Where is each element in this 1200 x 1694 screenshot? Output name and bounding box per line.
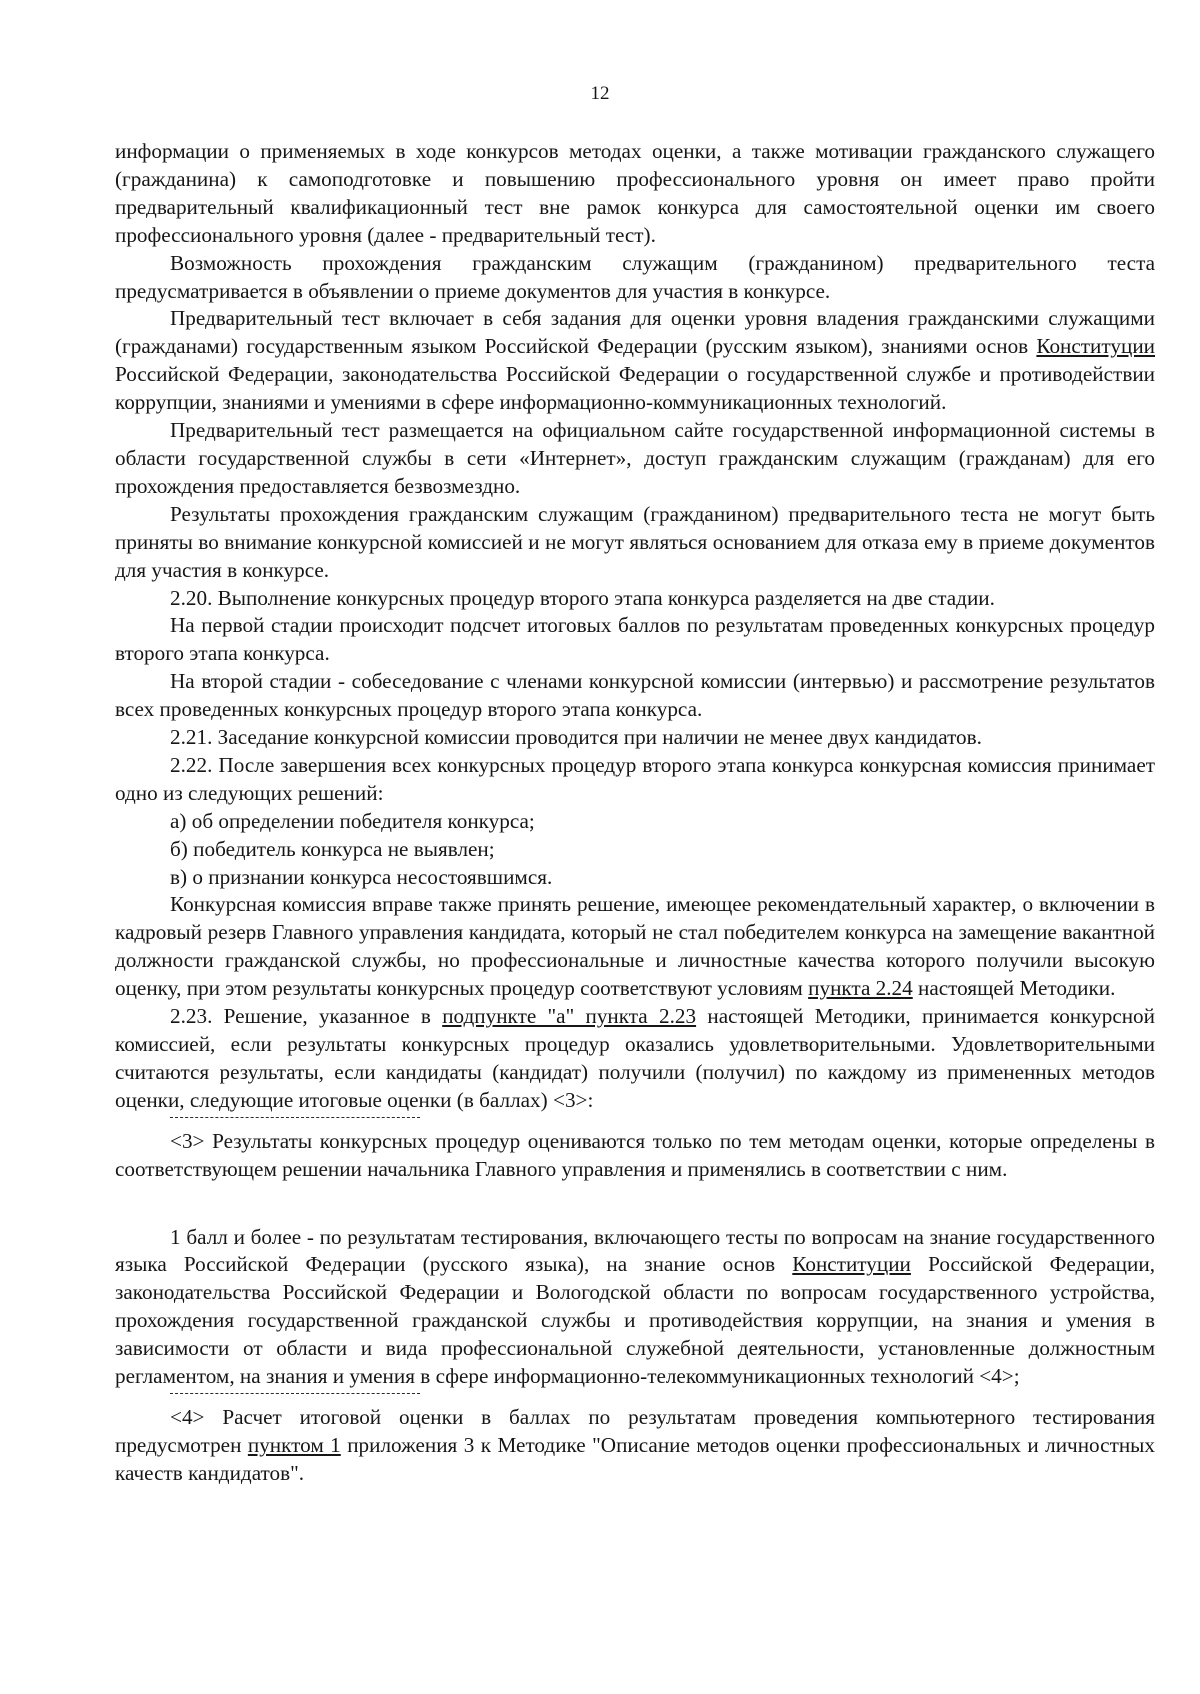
text-run: 1 балл и более - по результатам тестирования, включающего тесты по вопросам на знание государственного языка Российской Федерации (русского языка), на знание основ	[115, 1224, 1155, 1277]
footnote-4	[115, 1404, 1155, 1488]
subclause-a-2-23-link[interactable]: подпункте "а" пункта 2.23	[442, 1004, 697, 1029]
paragraph-preliminary-test-intro: информации о применяемых в ходе конкурсов методах оценки, а также мотивации гражданского служащего (гражданина) к самоподготовке и повышению профессионального уровня он имеет право пройти предварительный квалификационный тест вне рамок конкурса для самостоятельной оценки им своего профессионального уровня (далее - предварительный тест).	[115, 139, 1155, 247]
footnote-separator	[170, 1117, 420, 1118]
paragraph-2-20: 2.20. Выполнение конкурсных процедур второго этапа конкурса разделяется на две стадии.	[170, 585, 995, 610]
list-item: в) о признании конкурса несостоявшимся.	[170, 864, 553, 889]
paragraph-test-results: Результаты прохождения гражданским служащим (гражданином) предварительного теста не могут быть приняты во внимание конкурсной комиссией и не могут являться основанием для отказа ему в приеме документов для участия в конкурсе.	[115, 501, 1155, 582]
paragraph-second-stage: На второй стадии - собеседование с членами конкурсной комиссии (интервью) и рассмотрение результатов всех проведенных конкурсных процедур второго этапа конкурса.	[115, 669, 1155, 722]
text-run: <4> Расчет итоговой оценки в баллах по результатам проведения компьютерного тестирования предусмотрен	[115, 1404, 1155, 1457]
footnote-3: <3> Результаты конкурсных процедур оцениваются только по тем методам оценки, которые определены в соответствующем решении начальника Главного управления и применялись в соответствии с ним.	[115, 1128, 1155, 1181]
list-item: б) победитель конкурса не выявлен;	[170, 836, 495, 861]
text-run: Российской Федерации, законодательства Российской Федерации и Вологодской области по вопросам государственного устройства, прохождения государственной гражданской службы и противодействия коррупции, на знания и умения в зависимости от области и вида профессиональной служебной деятельности, установленные должностным регламентом, на знания и умения в сфере информационно-телекоммуникационных технологий <4>;	[115, 1252, 1155, 1389]
paragraph-2-21: 2.21. Заседание конкурсной комиссии проводится при наличии не менее двух кандидатов.	[170, 725, 982, 750]
paragraph-reserve-decision	[115, 891, 1155, 1003]
text-run: Предварительный тест включает в себя задания для оценки уровня владения гражданскими служащими (гражданами) государственным языком Российской Федерации (русским языком), знаниями основ	[115, 306, 1155, 359]
text-run: Российской Федерации, законодательства Российской Федерации о государственной службе и противодействии коррупции, знаниями и умениями в сфере информационно-коммуникационных технологий.	[115, 362, 1155, 415]
paragraph-2-23	[115, 1003, 1155, 1115]
footnote-separator	[170, 1393, 420, 1394]
paragraph-2-22: 2.22. После завершения всех конкурсных процедур второго этапа конкурса конкурсная комиссия принимает одно из следующих решений:	[115, 752, 1155, 805]
page-number: 12	[590, 83, 610, 104]
text-run: настоящей Методики.	[912, 976, 1116, 1001]
clause-2-24-link[interactable]: пункта 2.24	[808, 976, 913, 1001]
spacer	[115, 1184, 1155, 1224]
paragraph-test-placement: Предварительный тест размещается на официальном сайте государственной информационной системы в области государственной службы в сети «Интернет», доступ гражданским служащим (гражданам) для его прохождения предоставляется безвозмездно.	[115, 418, 1155, 498]
text-run: приложения 3 к Методике "Описание методов оценки профессиональных и личностных качеств кандидатов".	[115, 1432, 1156, 1485]
document-body	[115, 138, 1155, 1488]
list-item: а) об определении победителя конкурса;	[170, 808, 535, 833]
clause-1-link[interactable]: пунктом 1	[247, 1432, 341, 1457]
text-run: Конкурсная комиссия вправе также принять решение, имеющее рекомендательный характер, о включении в кадровый резерв Главного управления кандидата, который не стал победителем конкурса на замещение вакантной должности гражданской службы, но профессиональные и личностные качества которого получили высокую оценку, при этом результаты конкурсных процедур соответствуют условиям	[115, 892, 1155, 1001]
text-run: 2.23. Решение, указанное в	[170, 1004, 443, 1029]
paragraph-test-possibility: Возможность прохождения гражданским служащим (гражданином) предварительного теста предусматривается в объявлении о приеме документов для участия в конкурсе.	[115, 250, 1155, 303]
paragraph-test-content	[115, 305, 1155, 417]
paragraph-testing-score	[115, 1224, 1155, 1391]
constitution-link[interactable]: Конституции	[792, 1252, 911, 1277]
paragraph-first-stage: На первой стадии происходит подсчет итоговых баллов по результатам проведенных конкурсных процедур второго этапа конкурса.	[115, 613, 1155, 666]
constitution-link[interactable]: Конституции	[1036, 334, 1155, 359]
text-run: настоящей Методики, принимается конкурсной комиссией, если результаты конкурсных процедур оказались удовлетворительными. Удовлетворительными считаются результаты, если кандидаты (кандидат) получили (получил) по каждому из примененных методов оценки, следующие итоговые оценки (в баллах) <3>:	[115, 1004, 1155, 1112]
